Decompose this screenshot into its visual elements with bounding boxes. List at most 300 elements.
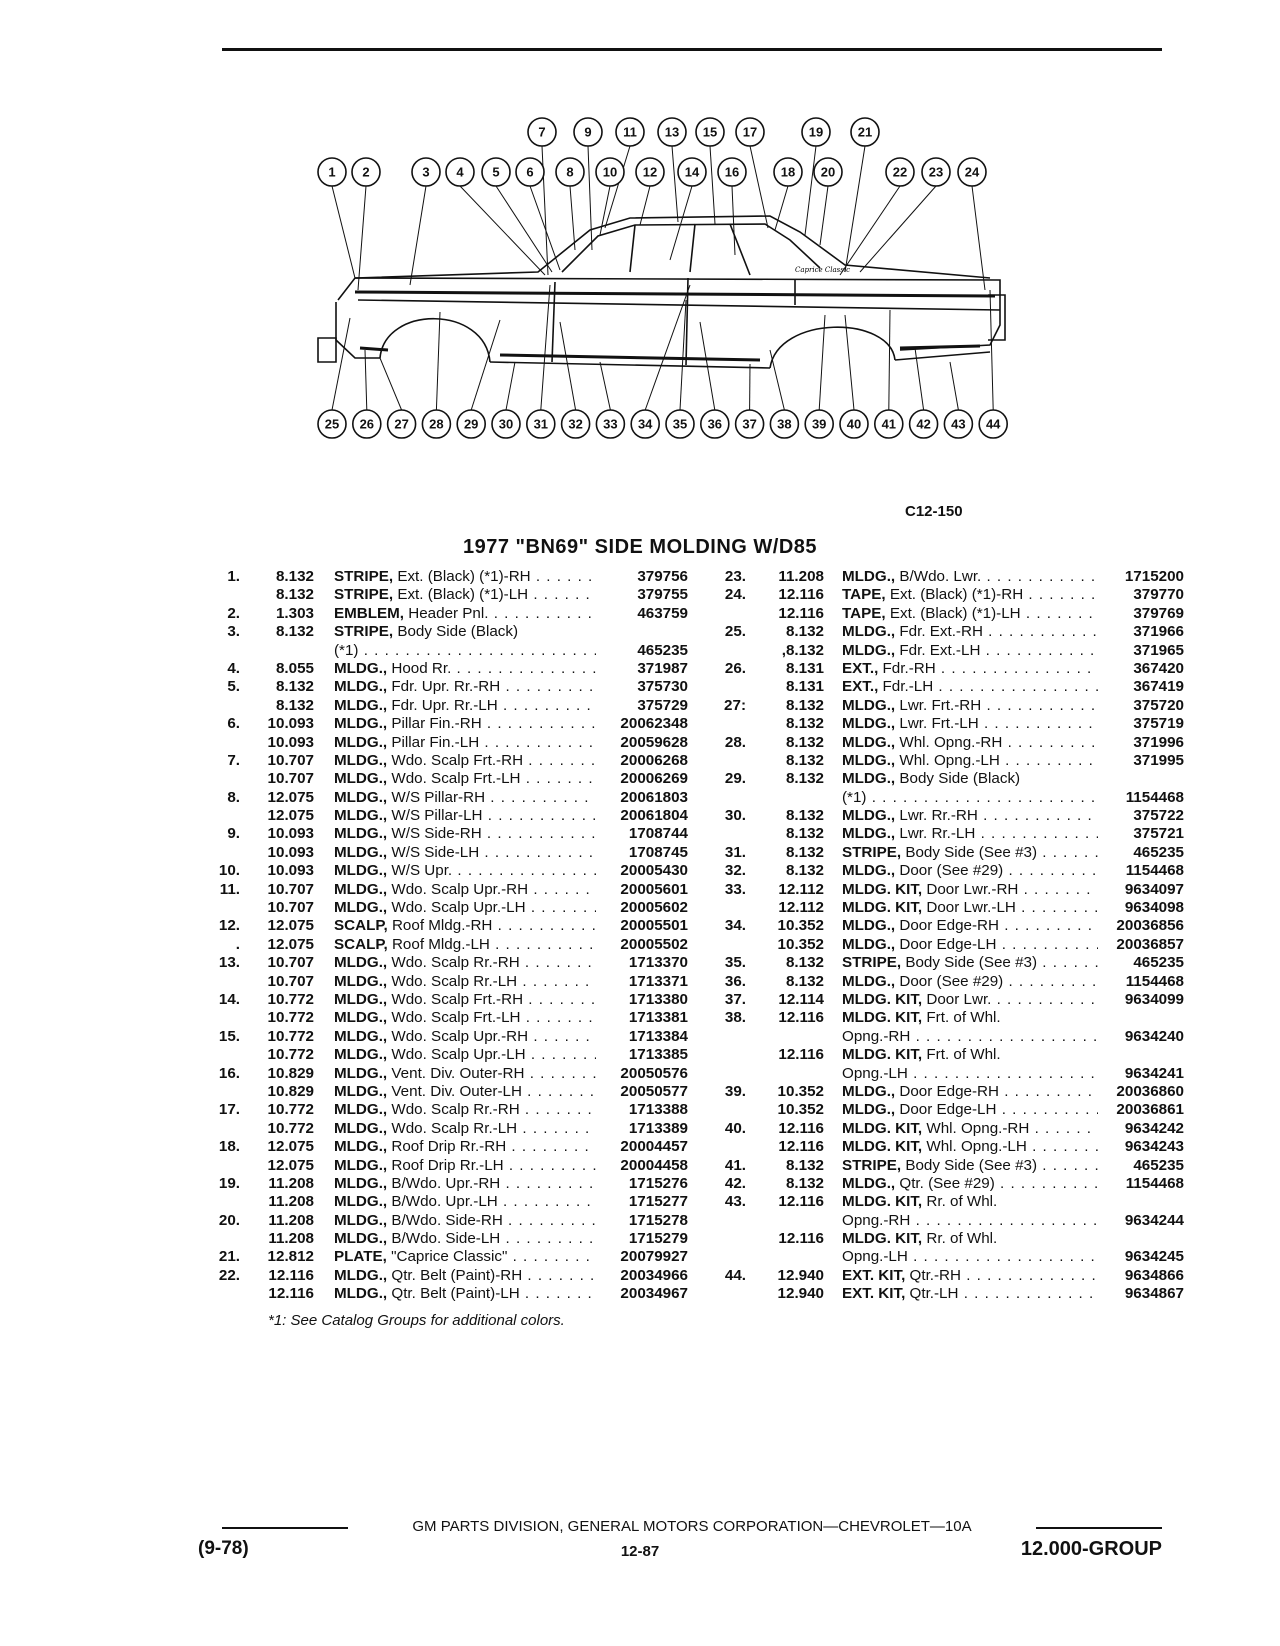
part-desc-text: Wdo. Scalp Frt.-RH <box>391 751 524 769</box>
callout-12 <box>636 158 664 186</box>
part-row <box>706 1009 1184 1027</box>
part-group-number: 11.208 <box>778 568 824 585</box>
part-desc-text: Fdr. Upr. Rr.-LH <box>391 696 498 714</box>
part-number: 465235 <box>1098 954 1184 972</box>
part-description <box>334 605 596 623</box>
part-row <box>198 623 688 641</box>
part-description <box>334 623 596 641</box>
part-description <box>334 678 596 696</box>
part-desc-text: Qtr.-RH <box>909 1266 961 1284</box>
part-type: MLDG., <box>334 954 388 972</box>
part-type: MLDG., <box>334 1119 388 1137</box>
part-ref-number: 25. <box>724 623 746 641</box>
part-description <box>334 825 596 843</box>
part-description <box>842 1193 1098 1211</box>
part-row <box>706 825 1184 843</box>
part-desc-text: Pillar Fin.-LH <box>391 733 480 751</box>
part-type: STRIPE, <box>334 623 394 641</box>
part-desc-text: Wdo. Scalp Upr.-LH <box>391 899 526 917</box>
part-description <box>334 917 596 935</box>
part-group-number: 8.132 <box>785 972 824 990</box>
leader-line <box>496 186 552 272</box>
part-description <box>334 1248 596 1266</box>
leader-line <box>530 186 560 270</box>
part-group-number: 10.772 <box>267 1027 314 1045</box>
part-number: 379756 <box>596 568 688 586</box>
callout-number: 39 <box>811 416 827 432</box>
part-desc-text: W/S Upr. <box>391 862 453 880</box>
callout-24 <box>958 158 986 186</box>
part-row <box>706 586 1184 604</box>
part-description <box>334 1212 596 1230</box>
part-row <box>706 605 1184 623</box>
part-group-number: 11.208 <box>268 1230 314 1248</box>
part-ref-number: 18. <box>218 1138 240 1156</box>
part-type: MLDG., <box>334 1174 388 1192</box>
part-type: MLDG., <box>334 1156 388 1174</box>
part-desc-text: W/S Pillar-RH <box>391 788 486 806</box>
leader-line <box>358 186 366 290</box>
callout-number: 44 <box>985 416 1001 432</box>
part-group-number: 8.132 <box>275 623 314 641</box>
part-number: 9634099 <box>1098 991 1184 1009</box>
part-description <box>842 1120 1098 1138</box>
part-desc-text: Opng.-LH <box>842 1248 908 1266</box>
part-desc-text: Pillar Fin.-RH <box>391 715 482 733</box>
part-desc-text: Wdo. Scalp Upr.-RH <box>391 880 529 898</box>
callout-14 <box>678 158 706 186</box>
callout-number: 18 <box>780 164 796 180</box>
part-number: 1715276 <box>596 1175 688 1193</box>
part-description <box>842 1230 1098 1248</box>
leader-line <box>588 146 592 250</box>
part-description <box>842 1248 1098 1266</box>
part-number: 9634241 <box>1098 1065 1184 1083</box>
part-type: MLDG. KIT, <box>842 1138 923 1156</box>
callout-number: 28 <box>429 416 444 432</box>
part-desc-text: Rr. of Whl. <box>926 1193 998 1211</box>
part-ref-number: 35. <box>724 954 746 972</box>
part-number: 9634866 <box>1098 1267 1184 1285</box>
callout-number: 42 <box>916 416 931 432</box>
part-type: SCALP, <box>334 935 388 953</box>
part-ref-number: 29. <box>724 770 746 788</box>
part-number: 379755 <box>596 586 688 604</box>
part-ref-number: 12. <box>218 917 240 935</box>
part-type: MLDG., <box>842 770 896 788</box>
part-type: MLDG., <box>334 862 388 880</box>
part-description <box>842 936 1098 954</box>
part-type: MLDG., <box>334 715 388 733</box>
callout-number: 12 <box>642 164 658 180</box>
part-number: 463759 <box>596 605 688 623</box>
part-row <box>198 1065 688 1083</box>
part-number: 20050576 <box>596 1065 688 1083</box>
callout-number: 30 <box>498 416 514 432</box>
part-description <box>334 697 596 715</box>
part-desc-text: Whl. Opng.-LH <box>926 1138 1027 1156</box>
part-row <box>706 936 1184 954</box>
callout-number: 16 <box>724 164 740 180</box>
part-desc-text: Fdr.-LH <box>882 678 934 696</box>
part-desc-text: Body Side (Black) <box>899 770 1021 788</box>
callout-number: 37 <box>742 416 757 432</box>
part-group-number: 8.131 <box>785 659 824 677</box>
part-number: 1713381 <box>596 1009 688 1027</box>
part-type: EXT., <box>842 659 879 677</box>
part-group-number: 11.208 <box>268 1174 314 1192</box>
part-number: 9634242 <box>1098 1120 1184 1138</box>
part-description <box>334 1267 596 1285</box>
part-number: 20079927 <box>596 1248 688 1266</box>
part-row <box>706 1267 1184 1285</box>
part-group-number: 10.772 <box>267 1046 314 1064</box>
part-type: MLDG., <box>334 788 388 806</box>
part-group-number: 8.132 <box>785 1174 824 1192</box>
footer-division-text: GM PARTS DIVISION, GENERAL MOTORS CORPORATION—CHEVROLET—10A <box>408 1518 975 1535</box>
part-number: 9634244 <box>1098 1212 1184 1230</box>
part-group-number: 12.116 <box>778 1009 824 1027</box>
part-number: 375730 <box>596 678 688 696</box>
page-title: 1977 "BN69" SIDE MOLDING W/D85 <box>462 536 818 558</box>
callout-number: 19 <box>808 124 824 140</box>
leader-line <box>541 285 550 410</box>
part-group-number: 8.132 <box>275 678 314 696</box>
part-type: MLDG. KIT, <box>842 899 923 917</box>
part-type: STRIPE, <box>842 954 902 972</box>
part-desc-text: Door Edge-RH <box>899 917 999 935</box>
part-type: MLDG., <box>842 1101 896 1119</box>
part-description <box>842 1046 1098 1064</box>
part-desc-text: Lwr. Frt.-LH <box>899 715 979 733</box>
callouts-top-row-2 <box>318 158 986 186</box>
part-row <box>706 807 1184 825</box>
part-desc-text: Door Edge-LH <box>899 1101 997 1119</box>
part-type: MLDG. KIT, <box>842 1009 923 1027</box>
part-group-number: 10.772 <box>267 1009 314 1027</box>
part-row <box>706 1230 1184 1248</box>
part-desc-text: Roof Drip Rr.-RH <box>391 1138 507 1156</box>
part-row <box>706 1028 1184 1046</box>
part-group-number: 12.075 <box>267 1138 314 1156</box>
part-group-number: 12.075 <box>267 788 314 806</box>
part-description <box>334 586 596 604</box>
part-group-number: 10.707 <box>267 880 314 898</box>
part-desc-text: Body Side (See #3) <box>905 954 1038 972</box>
callout-number: 17 <box>742 124 758 140</box>
part-group-number: 8.132 <box>785 623 824 641</box>
part-desc-text: Wdo. Scalp Upr.-RH <box>391 1027 529 1045</box>
part-row <box>706 1193 1184 1211</box>
callout-8 <box>556 158 584 186</box>
part-number: 1713371 <box>596 973 688 991</box>
part-ref-number: 9. <box>227 825 240 843</box>
part-desc-text: B/Wdo. Lwr. <box>899 568 982 585</box>
part-row <box>706 1046 1184 1064</box>
callout-18 <box>774 158 802 186</box>
part-group-number: 12.112 <box>778 880 824 898</box>
part-description <box>334 1083 596 1101</box>
callout-number: 4 <box>456 164 464 180</box>
part-number: 1708745 <box>596 844 688 862</box>
part-type: EXT. KIT, <box>842 1285 906 1303</box>
part-row <box>706 1120 1184 1138</box>
part-row <box>198 1120 688 1138</box>
part-description <box>334 1138 596 1156</box>
part-number: 465235 <box>596 642 688 660</box>
callout-7 <box>528 118 556 146</box>
part-desc-text: Door (See #29) <box>899 972 1004 990</box>
part-row <box>706 1248 1184 1266</box>
part-desc-text: Wdo. Scalp Rr.-LH <box>391 972 518 990</box>
callout-13 <box>658 118 686 146</box>
callout-27 <box>388 410 416 438</box>
footer-rule-right <box>1036 1527 1162 1529</box>
callout-number: 8 <box>566 164 574 180</box>
part-desc-text: B/Wdo. Upr.-LH <box>391 1193 498 1211</box>
part-ref-number: 33. <box>724 880 746 898</box>
part-row <box>198 1248 688 1266</box>
part-row <box>706 1212 1184 1230</box>
part-type: MLDG., <box>334 1230 388 1248</box>
leader-line <box>570 186 575 250</box>
part-type: MLDG., <box>842 623 896 641</box>
callout-4 <box>446 158 474 186</box>
part-description <box>842 1138 1098 1156</box>
part-type: MLDG., <box>334 1027 388 1045</box>
part-type: TAPE, <box>842 586 886 604</box>
part-row <box>198 642 688 660</box>
part-group-number: 8.132 <box>785 733 824 751</box>
part-description <box>842 973 1098 991</box>
part-ref-number: 3. <box>227 623 240 641</box>
part-number: 1154468 <box>1098 789 1184 807</box>
part-type: MLDG., <box>334 843 388 861</box>
part-ref-number: 14. <box>218 990 240 1008</box>
part-number: 379769 <box>1098 605 1184 623</box>
callout-25 <box>318 410 346 438</box>
part-number: 1713389 <box>596 1120 688 1138</box>
part-type: MLDG. KIT, <box>842 1193 923 1211</box>
leader-line <box>506 362 515 410</box>
part-type: MLDG., <box>334 678 388 696</box>
part-type: MLDG., <box>842 935 896 953</box>
part-ref-number: 37. <box>724 990 746 1008</box>
part-row <box>198 697 688 715</box>
part-type: MLDG. KIT, <box>842 990 923 1008</box>
part-number: 375722 <box>1098 807 1184 825</box>
callout-16 <box>718 158 746 186</box>
part-row <box>198 1193 688 1211</box>
part-desc-text: Body Side (See #3) <box>905 843 1038 861</box>
part-type: MLDG. KIT, <box>842 1046 923 1064</box>
part-number: 20004457 <box>596 1138 688 1156</box>
part-type: EXT., <box>842 678 879 696</box>
callout-number: 2 <box>362 164 370 180</box>
part-number: 1713385 <box>596 1046 688 1064</box>
part-number: 9634867 <box>1098 1285 1184 1303</box>
part-row <box>198 1101 688 1119</box>
part-group-number: 8.132 <box>785 751 824 769</box>
part-type: MLDG., <box>842 751 896 769</box>
part-desc-text: Header Pnl. <box>408 604 489 622</box>
part-group-number: 10.707 <box>267 899 314 917</box>
part-number: 371995 <box>1098 752 1184 770</box>
part-desc-text: Door Edge-LH <box>899 935 997 953</box>
part-description <box>334 1175 596 1193</box>
callout-39 <box>805 410 833 438</box>
leader-line <box>672 146 678 222</box>
callout-number: 40 <box>846 416 862 432</box>
car-illustration <box>300 100 1070 480</box>
part-type: MLDG., <box>842 972 896 990</box>
part-number: 1713380 <box>596 991 688 1009</box>
part-row <box>198 1009 688 1027</box>
part-desc-text: B/Wdo. Side-RH <box>391 1211 503 1229</box>
part-row <box>706 715 1184 733</box>
callout-1 <box>318 158 346 186</box>
leader-line <box>460 186 545 275</box>
part-description <box>842 899 1098 917</box>
part-description <box>842 1009 1098 1027</box>
part-desc-text: Hood Rr. <box>391 659 452 677</box>
part-description <box>334 973 596 991</box>
part-description <box>334 734 596 752</box>
part-group-number: 12.116 <box>268 1285 314 1303</box>
part-group-number: 8.132 <box>785 1156 824 1174</box>
part-type: MLDG., <box>842 641 896 659</box>
part-desc-text: Lwr. Rr.-LH <box>899 825 976 843</box>
part-ref-number: 22. <box>218 1266 240 1284</box>
part-ref-number: 36. <box>724 972 746 990</box>
part-ref-number: 5. <box>227 678 240 696</box>
callouts-top-row-1 <box>528 118 879 146</box>
part-ref-number: 1. <box>227 568 240 585</box>
part-group-number: 12.116 <box>778 604 824 622</box>
part-number: 1715200 <box>1098 568 1184 586</box>
part-ref-number: 17. <box>218 1101 240 1119</box>
part-type: MLDG., <box>334 899 388 917</box>
part-desc-text: Vent. Div. Outer-RH <box>391 1064 525 1082</box>
part-description <box>842 1157 1098 1175</box>
part-group-number: 8.132 <box>785 807 824 825</box>
part-number: 20005502 <box>596 936 688 954</box>
callout-number: 6 <box>526 164 534 180</box>
footer-page-number: 12-87 <box>620 1543 660 1560</box>
callout-42 <box>910 410 938 438</box>
part-description <box>842 1267 1098 1285</box>
part-group-number: 10.093 <box>267 843 314 861</box>
part-group-number: 12.116 <box>778 1193 824 1211</box>
part-row <box>706 899 1184 917</box>
part-desc-text: Wdo. Scalp Rr.-RH <box>391 1101 520 1119</box>
part-row <box>198 991 688 1009</box>
part-row <box>198 1285 688 1303</box>
part-group-number: 1.303 <box>275 604 314 622</box>
part-type: MLDG., <box>334 990 388 1008</box>
leader-line <box>380 358 402 410</box>
callout-number: 24 <box>964 164 980 180</box>
part-row <box>706 973 1184 991</box>
part-ref-number: 10. <box>218 862 240 880</box>
part-number: 1154468 <box>1098 1175 1184 1193</box>
part-row <box>706 1138 1184 1156</box>
part-group-number: 12.075 <box>267 807 314 825</box>
part-group-number: 10.772 <box>267 1119 314 1137</box>
part-desc-text: Door Lwr. <box>926 990 992 1008</box>
part-number: 20062348 <box>596 715 688 733</box>
part-row <box>706 1083 1184 1101</box>
part-row <box>198 789 688 807</box>
part-group-number: 8.132 <box>785 696 824 714</box>
part-ref-number: 26. <box>724 659 746 677</box>
callout-34 <box>631 410 659 438</box>
part-desc-text: W/S Pillar-LH <box>391 807 483 825</box>
top-rule <box>222 48 1162 51</box>
part-desc-text: Rr. of Whl. <box>926 1230 998 1248</box>
part-ref-number: 28. <box>724 733 746 751</box>
callout-number: 9 <box>584 124 592 140</box>
part-description <box>842 697 1098 715</box>
part-number: 465235 <box>1098 844 1184 862</box>
callout-37 <box>736 410 764 438</box>
part-group-number: 10.707 <box>267 972 314 990</box>
callout-31 <box>527 410 555 438</box>
callout-number: 15 <box>702 124 718 140</box>
callout-number: 1 <box>328 164 336 180</box>
leader-line <box>710 146 715 224</box>
part-group-number: 12.940 <box>777 1285 824 1303</box>
callout-number: 21 <box>857 124 873 140</box>
leader-line <box>972 186 985 290</box>
part-ref-number: 23. <box>724 568 746 585</box>
part-row <box>198 825 688 843</box>
caprice-badge: Caprice Classic <box>795 266 850 274</box>
part-number: 20005430 <box>596 862 688 880</box>
part-type: EMBLEM, <box>334 604 405 622</box>
part-desc-text: Wdo. Scalp Rr.-LH <box>391 1119 518 1137</box>
part-desc-text: Opng.-RH <box>842 1027 911 1045</box>
part-description <box>842 605 1098 623</box>
callout-number: 43 <box>951 416 966 432</box>
part-number: 9634097 <box>1098 881 1184 899</box>
part-description <box>842 954 1098 972</box>
part-type: MLDG., <box>334 972 388 990</box>
part-description <box>334 1028 596 1046</box>
part-description <box>334 881 596 899</box>
part-ref-number: 43. <box>724 1193 746 1211</box>
part-description <box>334 770 596 788</box>
part-ref-number: 24. <box>724 586 746 604</box>
part-row <box>198 1230 688 1248</box>
callout-33 <box>596 410 624 438</box>
part-number: 375721 <box>1098 825 1184 843</box>
callout-28 <box>422 410 450 438</box>
part-ref-number: 27: <box>724 696 746 714</box>
part-ref-number: 31. <box>724 843 746 861</box>
leader-line <box>670 186 692 260</box>
part-description <box>842 807 1098 825</box>
part-row <box>198 734 688 752</box>
part-desc-text: Wdo. Scalp Frt.-RH <box>391 990 524 1008</box>
callout-6 <box>516 158 544 186</box>
callout-5 <box>482 158 510 186</box>
part-type: STRIPE, <box>334 568 394 585</box>
part-row <box>706 734 1184 752</box>
part-type: MLDG., <box>842 1174 896 1192</box>
footnote: *1: See Catalog Groups for additional colors. <box>268 1312 565 1329</box>
part-row <box>706 917 1184 935</box>
